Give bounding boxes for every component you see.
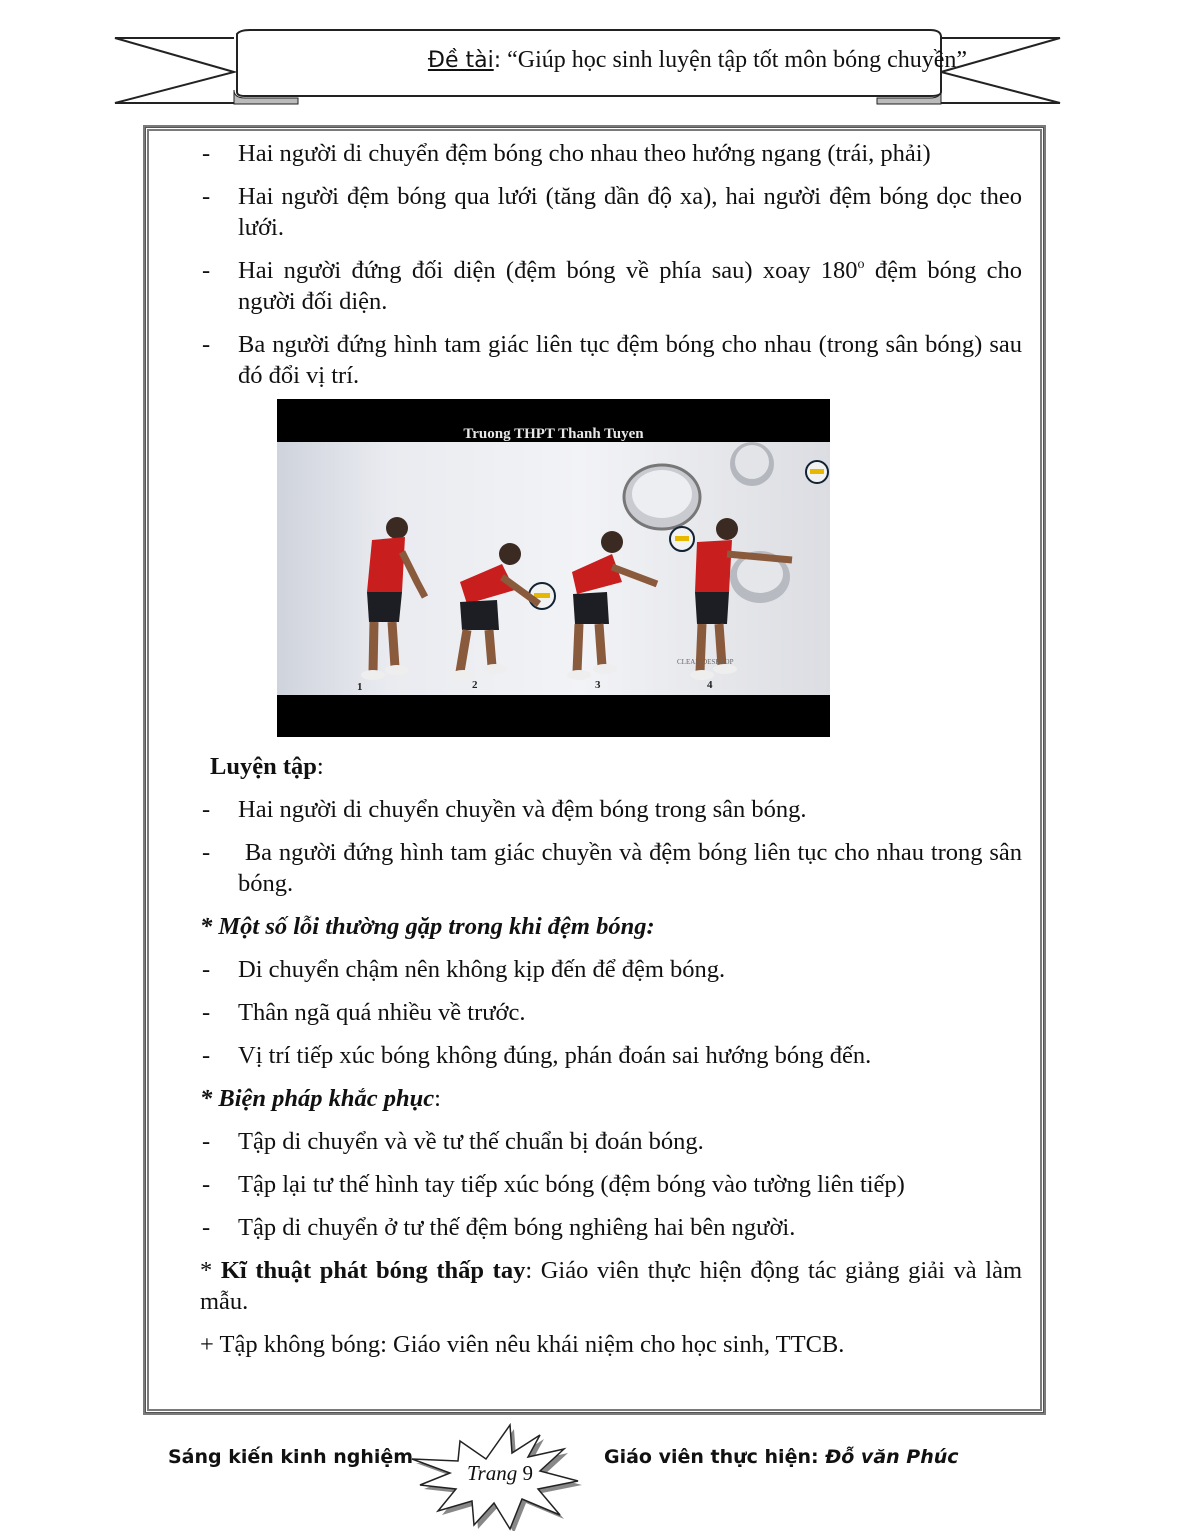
volleyball-icon (670, 527, 694, 551)
practice-heading (200, 751, 1022, 782)
teacher-name: Đỗ văn Phúc (825, 1446, 959, 1468)
bullet-dash: - (202, 956, 211, 983)
topic-colon: : (493, 48, 502, 73)
player-step-4 (690, 518, 792, 680)
list-item-text: đệm bóng cho người đối diện. (238, 257, 1022, 315)
player-step-1 (361, 517, 425, 680)
teacher-label: Giáo viên thực hiện: (604, 1446, 826, 1468)
list-item (200, 837, 1029, 899)
player-step-2 (451, 543, 539, 680)
step-label: 1 (357, 681, 363, 693)
list-item-text: Hai người đệm bóng qua lưới (tăng dần độ xa), hai người đệm bóng dọc theo lưới. (238, 183, 1022, 241)
remedies-colon: : (434, 1085, 441, 1112)
remedies-heading (200, 1083, 1022, 1114)
list-item-text: Ba người đứng hình tam giác chuyền và đệm bóng liên tục cho nhau trong sân bóng. (238, 839, 1029, 897)
remedies-heading-text: * Biện pháp khắc phục (200, 1085, 435, 1112)
no-ball-practice-paragraph: + Tập không bóng: Giáo viên nêu khái niệm cho học sinh, TTCB. (200, 1331, 845, 1358)
serve-prefix: * (200, 1257, 221, 1284)
list-item-text: Hai người di chuyển chuyền và đệm bóng trong sân bóng. (238, 796, 807, 823)
list-item-text: Vị trí tiếp xúc bóng không đúng, phán đoán sai hướng bóng đến. (238, 1042, 872, 1069)
list-item-text: Tập lại tư thế hình tay tiếp xúc bóng (đệm bóng vào tường liên tiếp) (238, 1171, 905, 1198)
list-item (200, 1169, 1022, 1200)
page-number (440, 1461, 560, 1486)
list-item-text: Ba người đứng hình tam giác liên tục đệm bóng cho nhau (trong sân bóng) sau đó đổi vị trí. (238, 331, 1022, 389)
serve-technique-paragraph (200, 1255, 1022, 1317)
list-item-text: Tập di chuyển ở tư thế đệm bóng nghiêng hai bên người. (238, 1214, 796, 1241)
bullet-dash: - (202, 1042, 211, 1069)
degree-superscript: o (857, 257, 865, 272)
list-item-text: Hai người đứng đối diện (đệm bóng về phía sau) xoay 180 (238, 257, 858, 284)
document-topic-title (345, 44, 1050, 77)
serve-heading: Kĩ thuật phát bóng thấp tay (220, 1257, 526, 1284)
photo-scene (277, 442, 830, 695)
list-item-text: Thân ngã quá nhiều về trước. (238, 999, 526, 1026)
list-item (200, 1126, 1022, 1157)
topic-label: Đề tài (427, 48, 494, 73)
footer-initiative-label: Sáng kiến kinh nghiệm (168, 1446, 414, 1468)
practice-colon: : (316, 753, 324, 780)
list-item-text: Hai người di chuyển đệm bóng cho nhau theo hướng ngang (trái, phải) (238, 140, 931, 167)
bullet-dash: - (202, 331, 211, 358)
bullet-dash: - (202, 1214, 211, 1241)
player-step-3 (567, 531, 657, 680)
photo-watermark: CLEAN DESKTOP (677, 658, 734, 666)
list-item (200, 181, 1022, 243)
list-item (200, 255, 1022, 317)
serve-description: : Giáo viên thực hiện động tác giảng giải và làm mẫu. (200, 1257, 1023, 1315)
errors-heading: * Một số lỗi thường gặp trong khi đệm bóng: (200, 913, 655, 940)
page-word: Trang (467, 1461, 518, 1485)
topic-text: “Giúp học sinh luyện tập tốt môn bóng chuyền” (507, 47, 968, 73)
list-item (200, 1040, 1022, 1071)
volleyball-players-illustration (277, 442, 830, 695)
list-item (200, 997, 1022, 1028)
photo-caption: Truong THPT Thanh Tuyen (463, 426, 644, 442)
list-item (200, 1212, 1022, 1243)
list-item-text: Tập di chuyển và về tư thế chuẩn bị đoán bóng. (238, 1128, 704, 1155)
list-item-text: Di chuyển chậm nên không kịp đến để đệm bóng. (238, 956, 726, 983)
step-label: 3 (595, 679, 601, 691)
bullet-dash: - (202, 1128, 211, 1155)
bullet-dash: - (202, 796, 211, 823)
step-label: 2 (472, 679, 478, 691)
page-number-value: 9 (522, 1461, 533, 1485)
bullet-dash: - (202, 140, 211, 167)
header-banner (110, 28, 1065, 110)
volleyball-icon (806, 461, 828, 483)
bullet-dash: - (202, 839, 211, 866)
list-item (200, 138, 1022, 169)
list-item (200, 794, 1022, 825)
list-item (200, 954, 1022, 985)
bullet-dash: - (202, 999, 211, 1026)
footer-teacher (604, 1446, 959, 1468)
bullet-dash: - (202, 1171, 211, 1198)
document-body (200, 138, 1029, 1372)
step-label: 4 (707, 679, 713, 691)
list-item (200, 329, 1022, 391)
forearm-pass-photo (277, 399, 830, 737)
bullet-dash: - (202, 183, 211, 210)
practice-heading-text: Luyện tập (210, 753, 317, 780)
bullet-dash: - (202, 257, 211, 284)
